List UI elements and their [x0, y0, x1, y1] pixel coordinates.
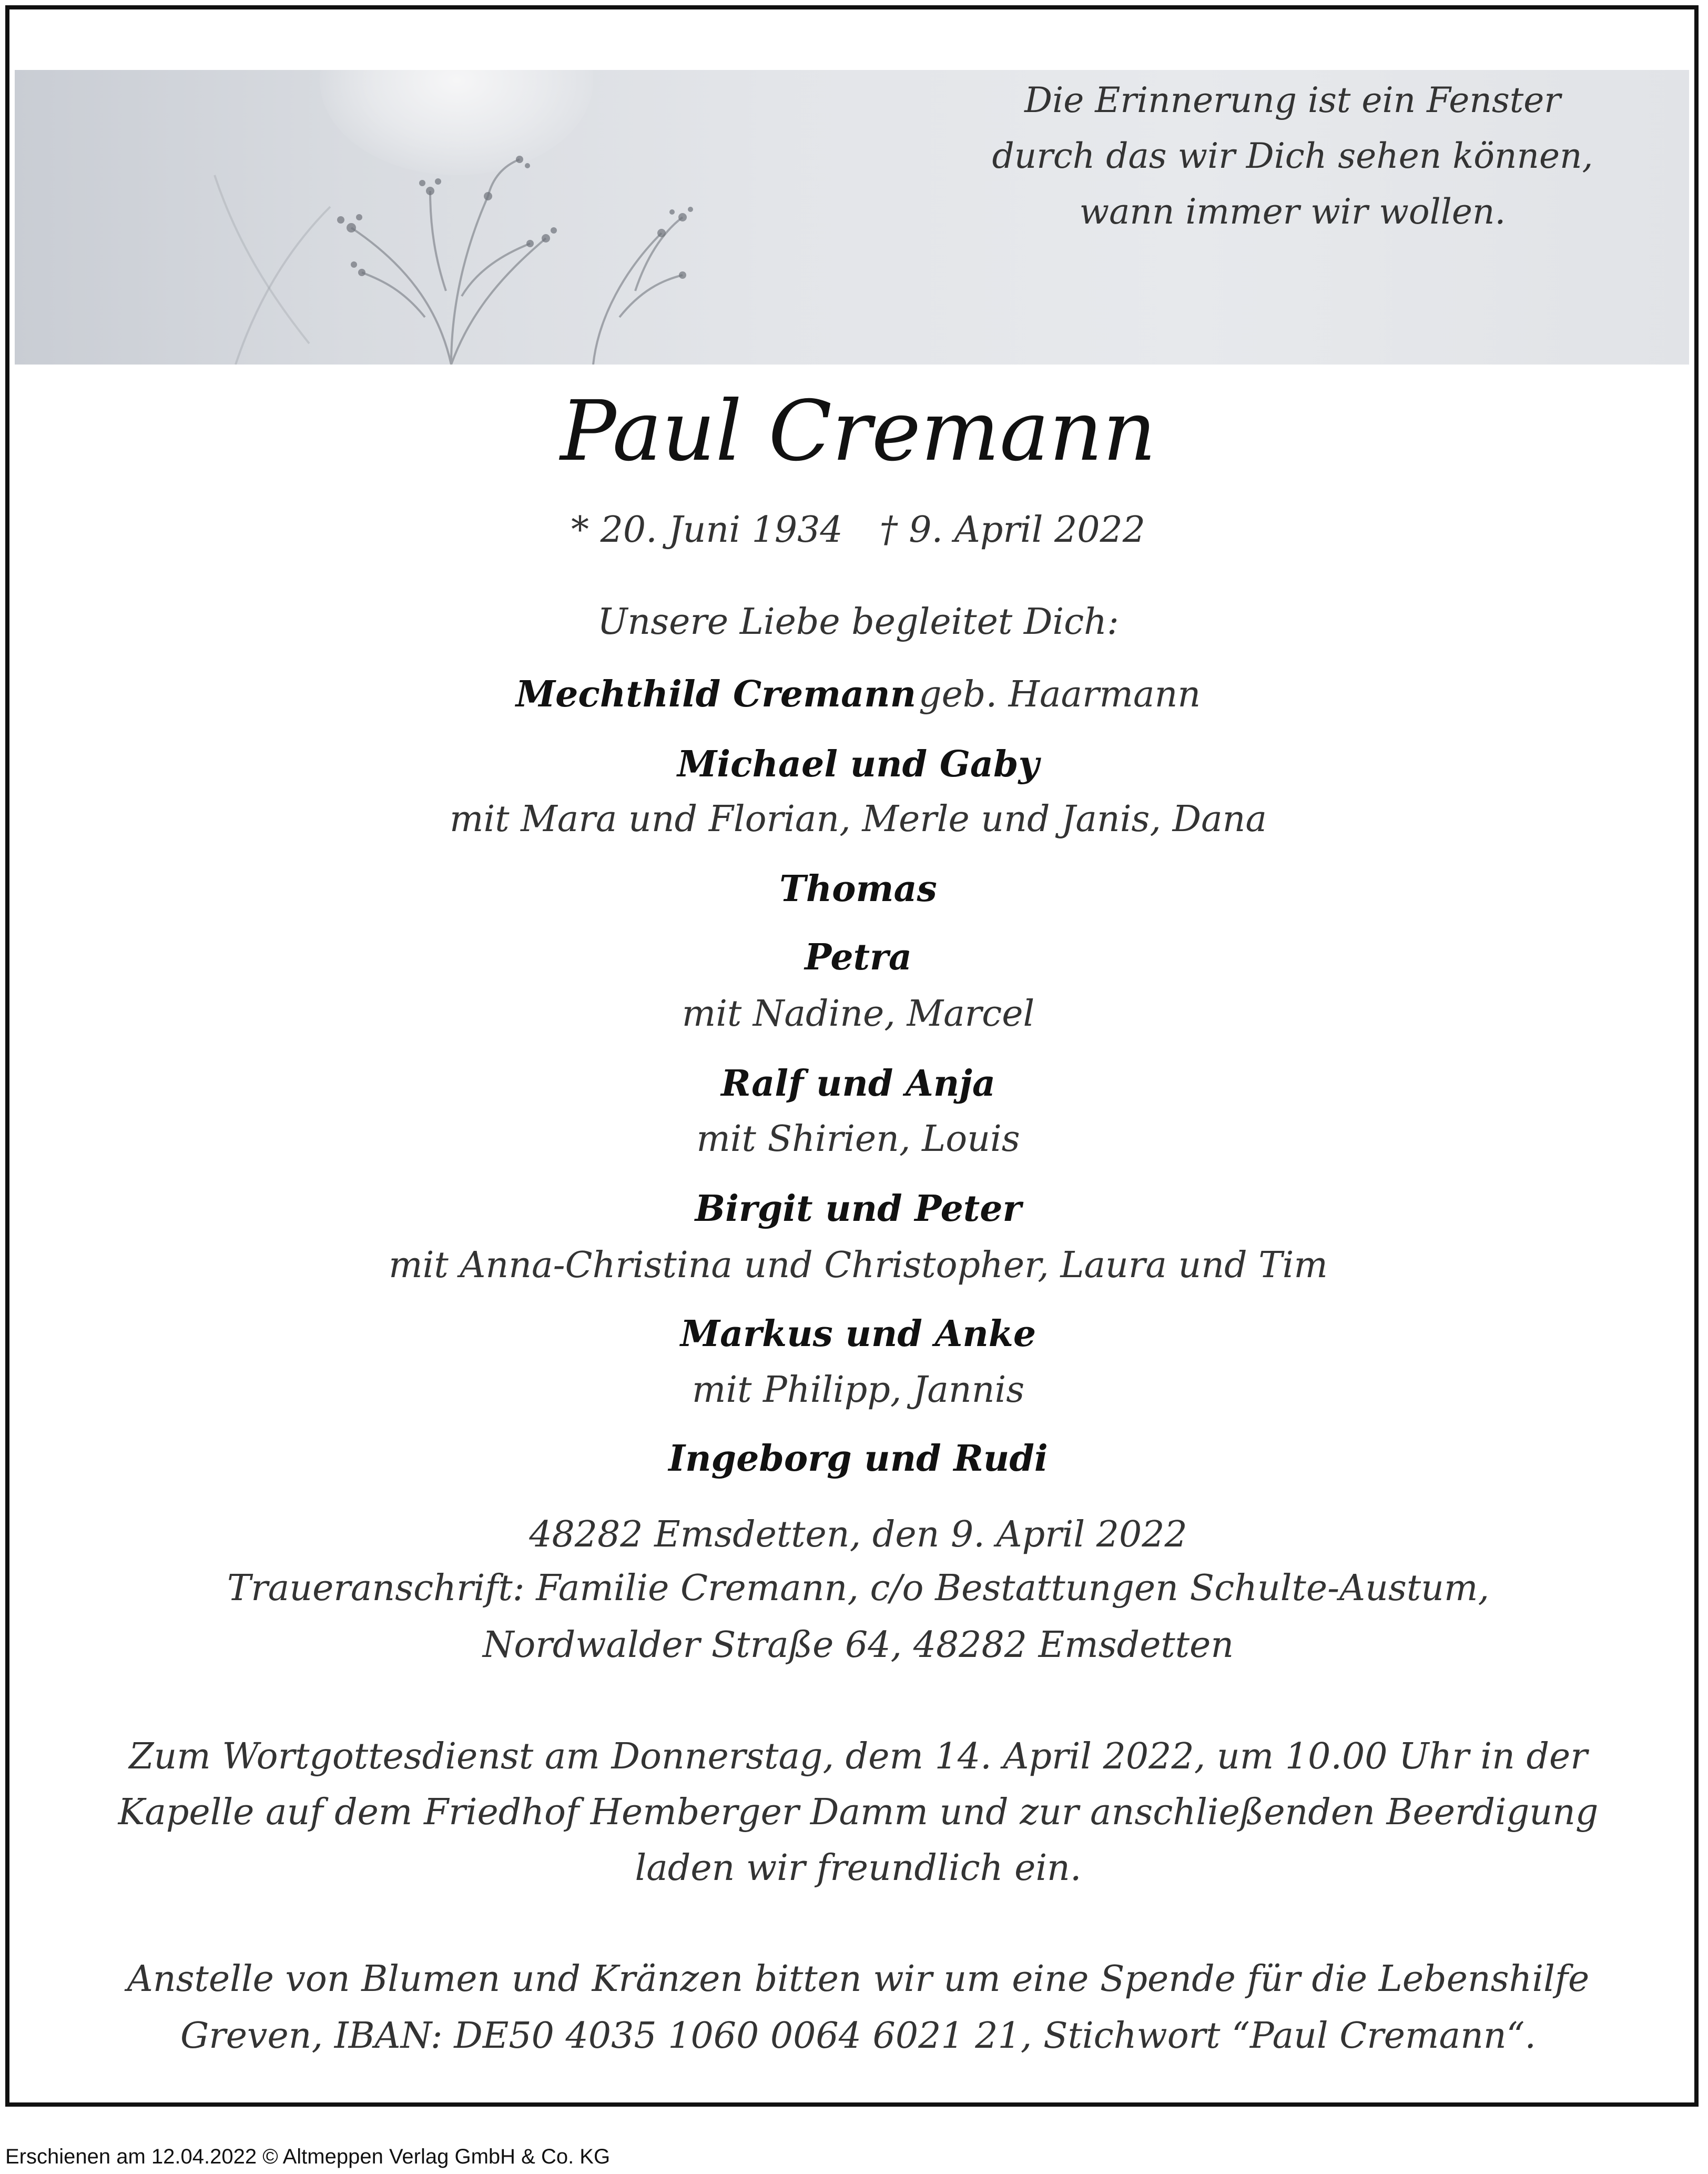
family-name: Michael und Gaby: [677, 743, 1040, 785]
birth-date: * 20. Juni 1934: [571, 509, 843, 551]
quote-line: wann immer wir wollen.: [1079, 191, 1506, 232]
widow-name: Mechthild Cremann: [515, 673, 917, 715]
family-children: mit Mara und Florian, Merle und Janis, Dana: [449, 798, 1267, 840]
family-name: Thomas: [779, 868, 937, 910]
quote-line: Die Erinnerung ist ein Fenster: [1024, 80, 1561, 120]
mourning-address: Nordwalder Straße 64, 48282 Emsdetten: [482, 1624, 1234, 1666]
deceased-name: Paul Cremann: [560, 383, 1156, 480]
service-text: Zum Wortgottesdienst am Donnerstag, dem 14. April 2022, um 10.00 Uhr in der: [129, 1736, 1588, 1777]
death-date: † 9. April 2022: [879, 509, 1146, 551]
widow-maiden-name: geb. Haarmann: [919, 674, 1201, 715]
donation-text: Greven, IBAN: DE50 4035 1060 0064 6021 21, Stichwort “Paul Cremann“.: [180, 2015, 1537, 2057]
family-name: Markus und Anke: [680, 1313, 1036, 1355]
widow-line: [9, 673, 1707, 715]
family-children: mit Philipp, Jannis: [692, 1369, 1025, 1411]
family-name: Birgit und Peter: [695, 1188, 1022, 1230]
memorial-quote: [872, 73, 1708, 240]
family-name: Ralf und Anja: [721, 1063, 995, 1105]
service-text: laden wir freundlich ein.: [635, 1847, 1082, 1889]
family-children: mit Shirien, Louis: [696, 1118, 1020, 1160]
life-dates: [9, 509, 1707, 551]
family-name: Petra: [805, 936, 912, 978]
quote-line: durch das wir Dich sehen können,: [992, 136, 1593, 176]
family-children: mit Anna-Christina und Christopher, Laura und Tim: [389, 1245, 1328, 1286]
mourning-address: Traueranschrift: Familie Cremann, c/o Bestattungen Schulte-Austum,: [227, 1568, 1490, 1609]
obituary-frame: [5, 5, 1699, 2107]
service-text: Kapelle auf dem Friedhof Hemberger Damm und zur anschließenden Beerdigung: [118, 1792, 1599, 1833]
family-children: mit Nadine, Marcel: [682, 993, 1035, 1035]
family-name: Ingeborg und Rudi: [668, 1438, 1048, 1480]
publication-footer: Erschienen am 12.04.2022 © Altmeppen Verlag GmbH & Co. KG: [5, 2145, 611, 2168]
place-date: 48282 Emsdetten, den 9. April 2022: [529, 1514, 1187, 1555]
intro-line: Unsere Liebe begleitet Dich:: [597, 601, 1119, 643]
donation-text: Anstelle von Blumen und Kränzen bitten wir um eine Spende für die Lebenshilfe: [127, 1958, 1590, 2000]
